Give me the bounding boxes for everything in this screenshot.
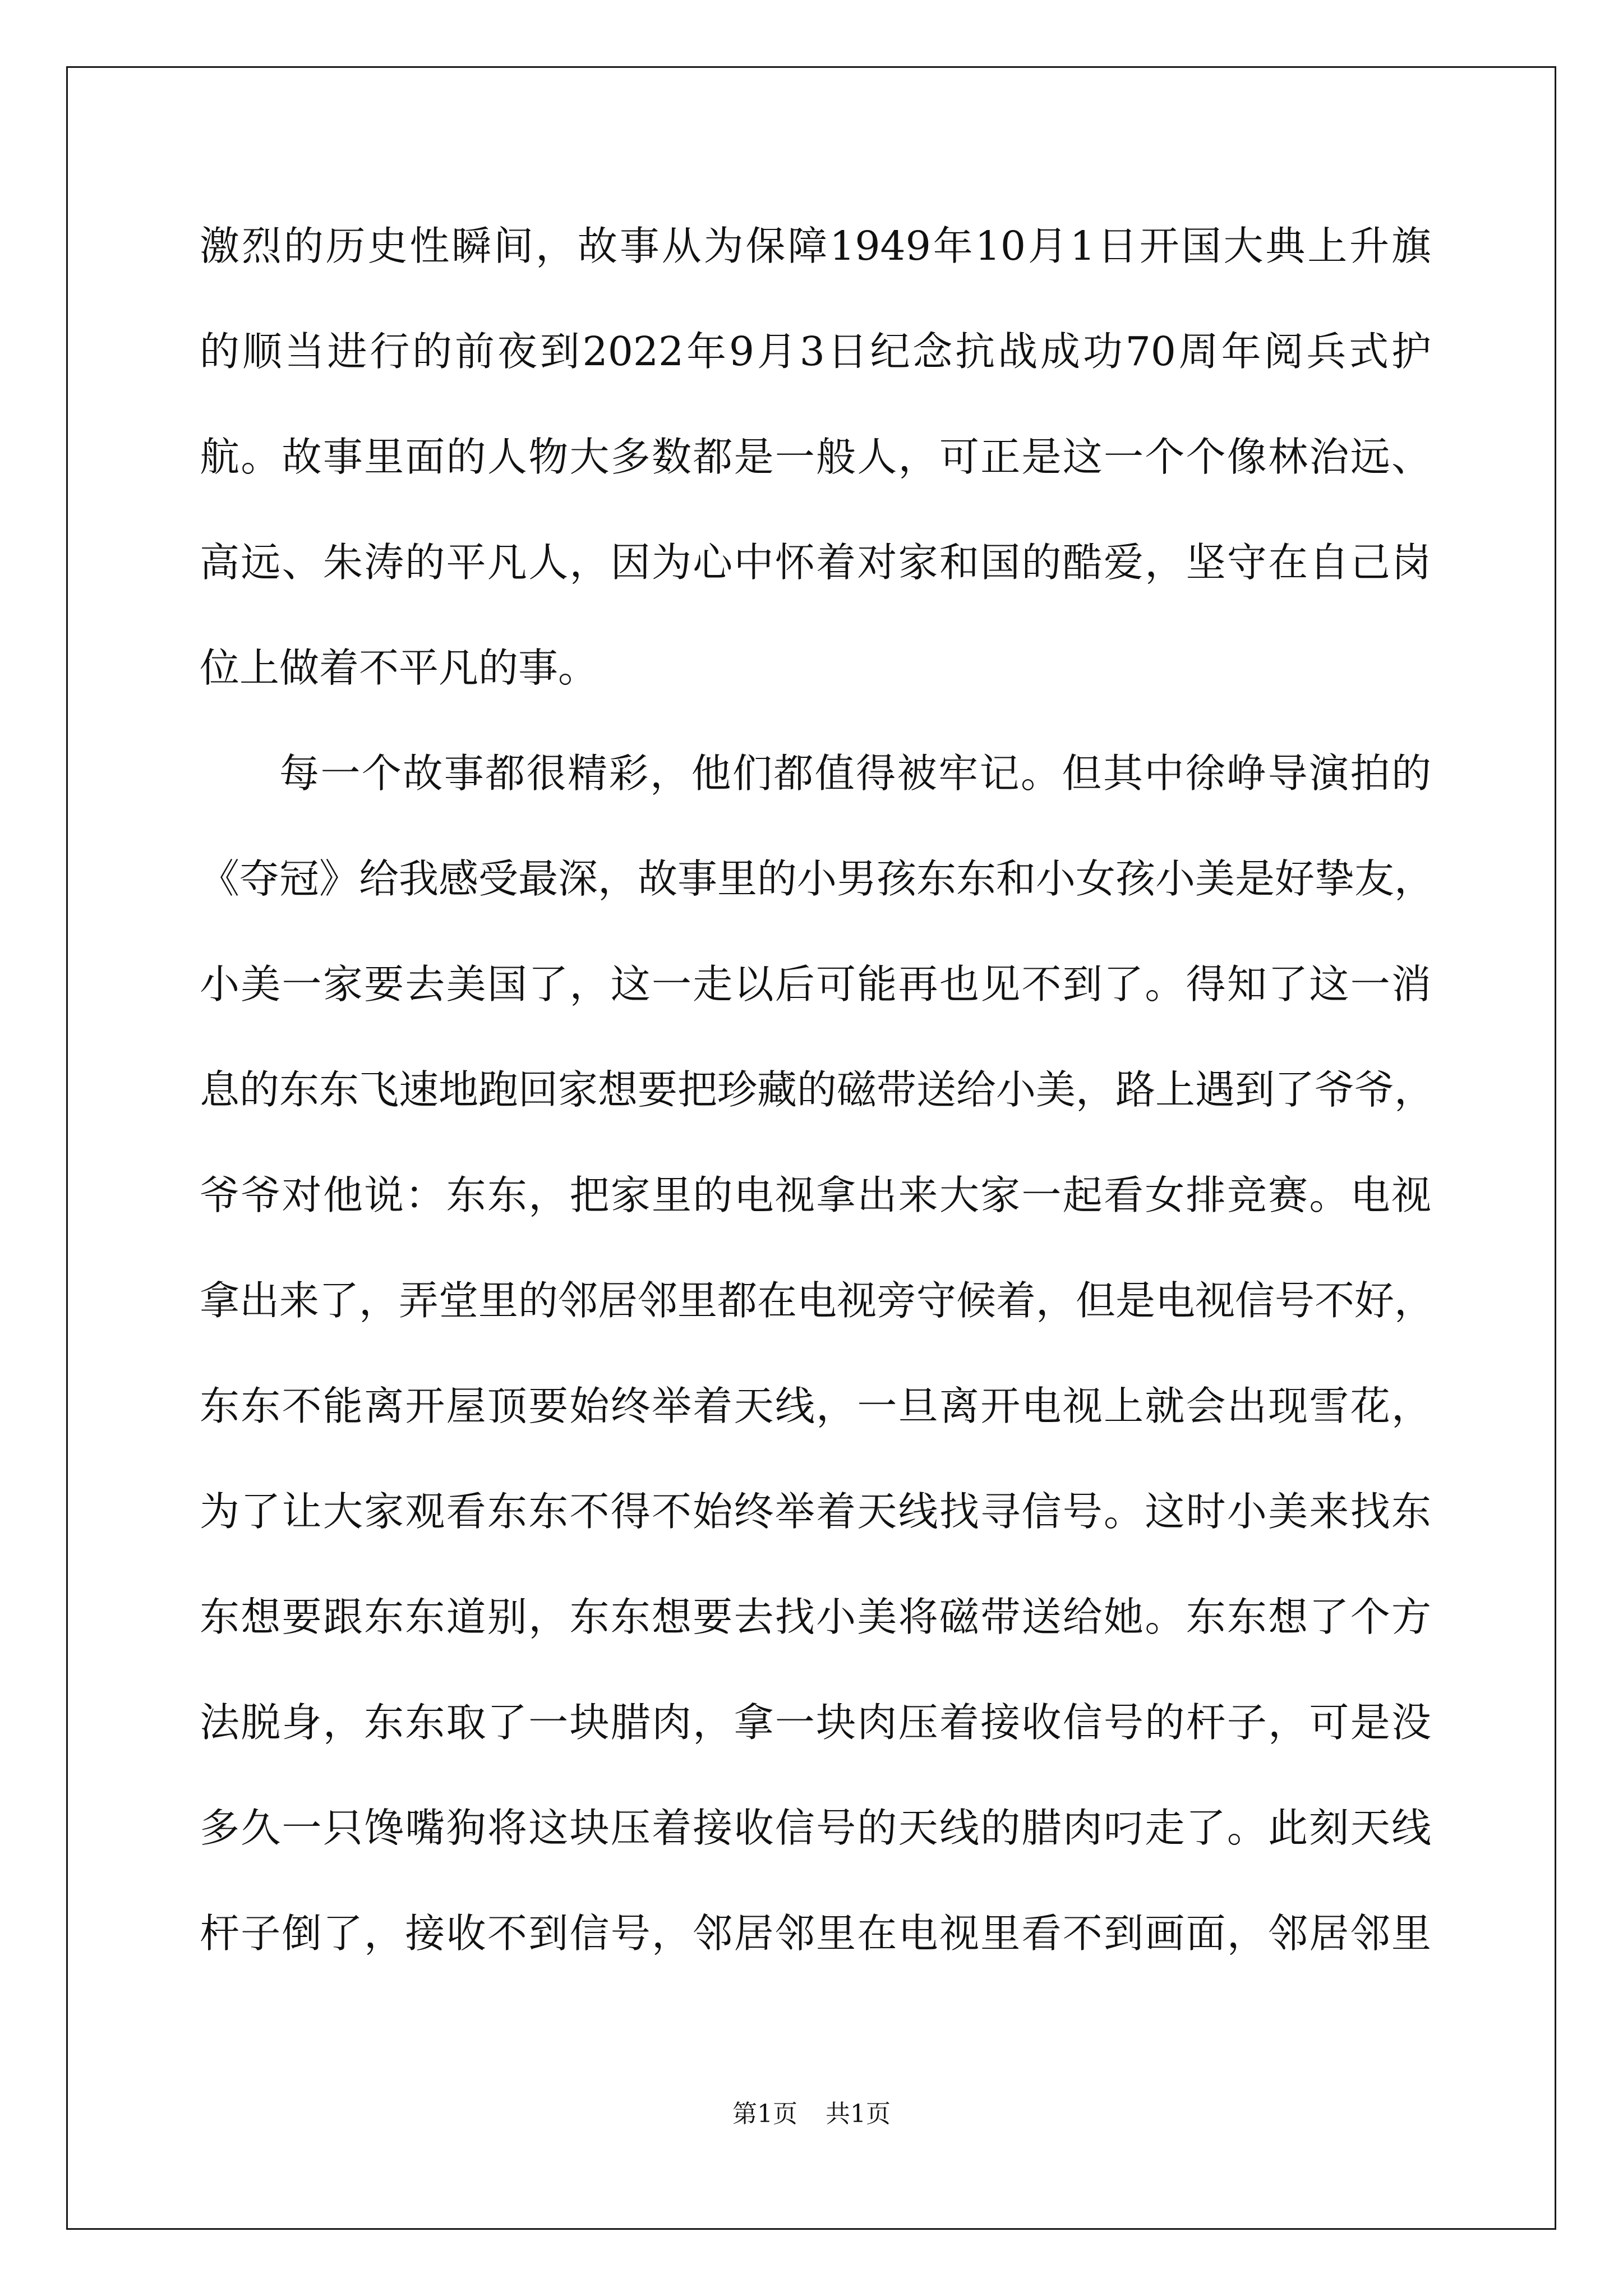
- text-line: 法脱身，东东取了一块腊肉，拿一块肉压着接收信号的杆子，可是没: [200, 1699, 1431, 1746]
- text-line: 每一个故事都很精彩，他们都值得被牢记。但其中徐峥导演拍的: [279, 750, 1431, 797]
- text-line: 拿出来了，弄堂里的邻居邻里都在电视旁守候着，但是电视信号不好，: [200, 1277, 1435, 1324]
- document-body: [200, 219, 1435, 2012]
- text-line: 位上做着不平凡的事。: [200, 645, 598, 691]
- text-line: 激烈的历史性瞬间，故事从为保障1949年10月1日开国大典上升旗: [200, 223, 1431, 269]
- text-line: 《夺冠》给我感受最深，故事里的小男孩东东和小女孩小美是好挚友，: [200, 855, 1435, 902]
- text-line: 息的东东飞速地跑回家想要把珍藏的磁带送给小美，路上遇到了爷爷，: [200, 1066, 1435, 1113]
- page-footer: [0, 2093, 1623, 2129]
- text-line: 东东不能离开屋顶要始终举着天线，一旦离开电视上就会出现雪花，: [200, 1383, 1431, 1429]
- text-line: 的顺当进行的前夜到2022年9月3日纪念抗战成功70周年阅兵式护: [200, 328, 1431, 375]
- text-line: 为了让大家观看东东不得不始终举着天线找寻信号。这时小美来找东: [200, 1488, 1431, 1535]
- page-total: 共1页: [826, 2100, 891, 2128]
- text-line: 小美一家要去美国了，这一走以后可能再也见不到了。得知了这一消: [200, 961, 1431, 1007]
- text-line: 东想要跟东东道别，东东想要去找小美将磁带送给她。东东想了个方: [200, 1594, 1431, 1640]
- text-line: 爷爷对他说：东东，把家里的电视拿出来大家一起看女排竞赛。电视: [200, 1172, 1431, 1218]
- text-line: 多久一只馋嘴狗将这块压着接收信号的天线的腊肉叼走了。此刻天线: [200, 1805, 1431, 1851]
- text-line: 航。故事里面的人物大多数都是一般人，可正是这一个个像林治远、: [200, 434, 1431, 480]
- page-number: 第1页: [732, 2100, 797, 2128]
- text-line: 高远、朱涛的平凡人，因为心中怀着对家和国的酷爱，坚守在自己岗: [200, 539, 1431, 586]
- text-line: 杆子倒了，接收不到信号，邻居邻里在电视里看不到画面，邻居邻里: [200, 1910, 1431, 1957]
